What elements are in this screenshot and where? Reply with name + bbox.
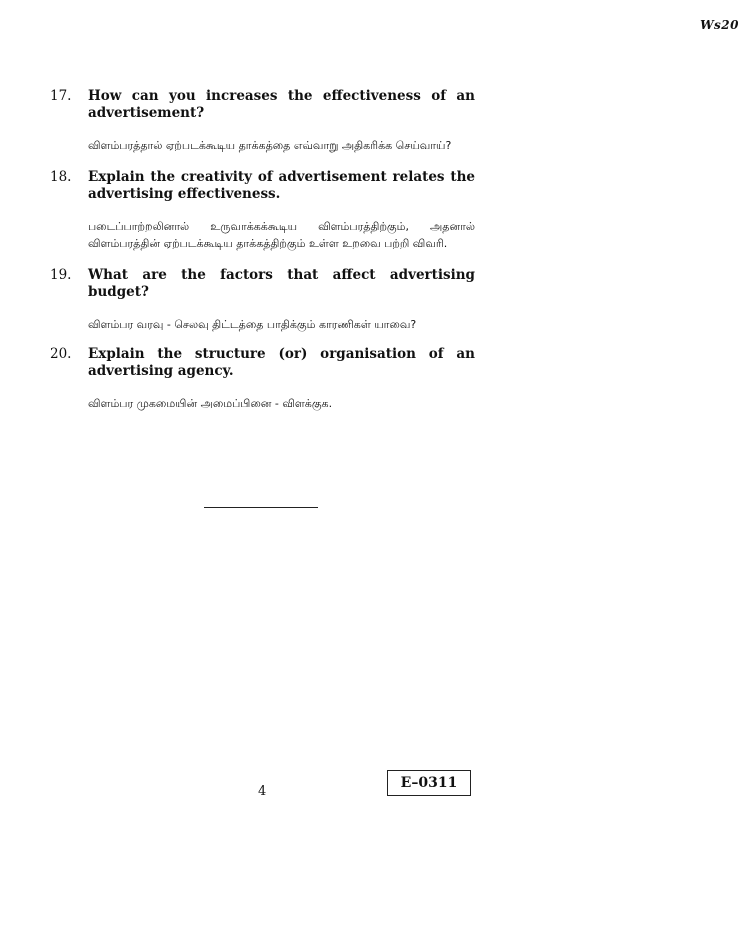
handwritten-watermark: Ws20	[700, 18, 739, 32]
question-text-tamil: படைப்பாற்றலினால் உருவாக்கக்கூடிய விளம்பரத்திற்கும், அதனால் விளம்பரத்தின் ஏற்படக்கூடிய தாக்கத்திற்கும் உள்ள உறவை பற்றி விவரி.	[88, 219, 475, 250]
question-text-english: Explain the structure (or) organisation of an advertising agency.	[88, 346, 475, 379]
paper-code-box	[387, 770, 471, 796]
page-number: 4	[258, 784, 267, 799]
question-text-tamil: விளம்பர வரவு - செலவு திட்டத்தை பாதிக்கும் காரணிகள் யாவை?	[88, 317, 417, 331]
question-text-tamil: விளம்பர முகமையின் அமைப்பினை - விளக்குக.	[88, 397, 333, 410]
question-number: 17.	[50, 88, 72, 104]
question-18	[50, 169, 475, 253]
question-body	[88, 267, 475, 334]
question-17	[50, 88, 475, 155]
paper-code: E–0311	[400, 775, 458, 791]
question-text-english: How can you increases the effectiveness of an advertisement?	[88, 88, 475, 121]
question-body	[88, 346, 475, 413]
question-text-english: What are the factors that affect advertising budget?	[88, 266, 475, 300]
question-number: 20.	[50, 346, 72, 362]
question-text-english: Explain the creativity of advertisement relates the advertising effectiveness.	[88, 168, 475, 202]
question-body	[88, 169, 475, 253]
end-of-paper-rule	[204, 507, 318, 508]
question-list	[50, 88, 475, 413]
question-body	[88, 88, 475, 155]
question-19	[50, 267, 475, 334]
question-number: 19.	[50, 266, 72, 283]
question-20	[50, 346, 475, 413]
question-number: 18.	[50, 168, 72, 185]
question-text-tamil: விளம்பரத்தால் ஏற்படக்கூடிய தாக்கத்தை எவ்வாறு அதிகரிக்க செய்வாய்?	[88, 139, 452, 152]
